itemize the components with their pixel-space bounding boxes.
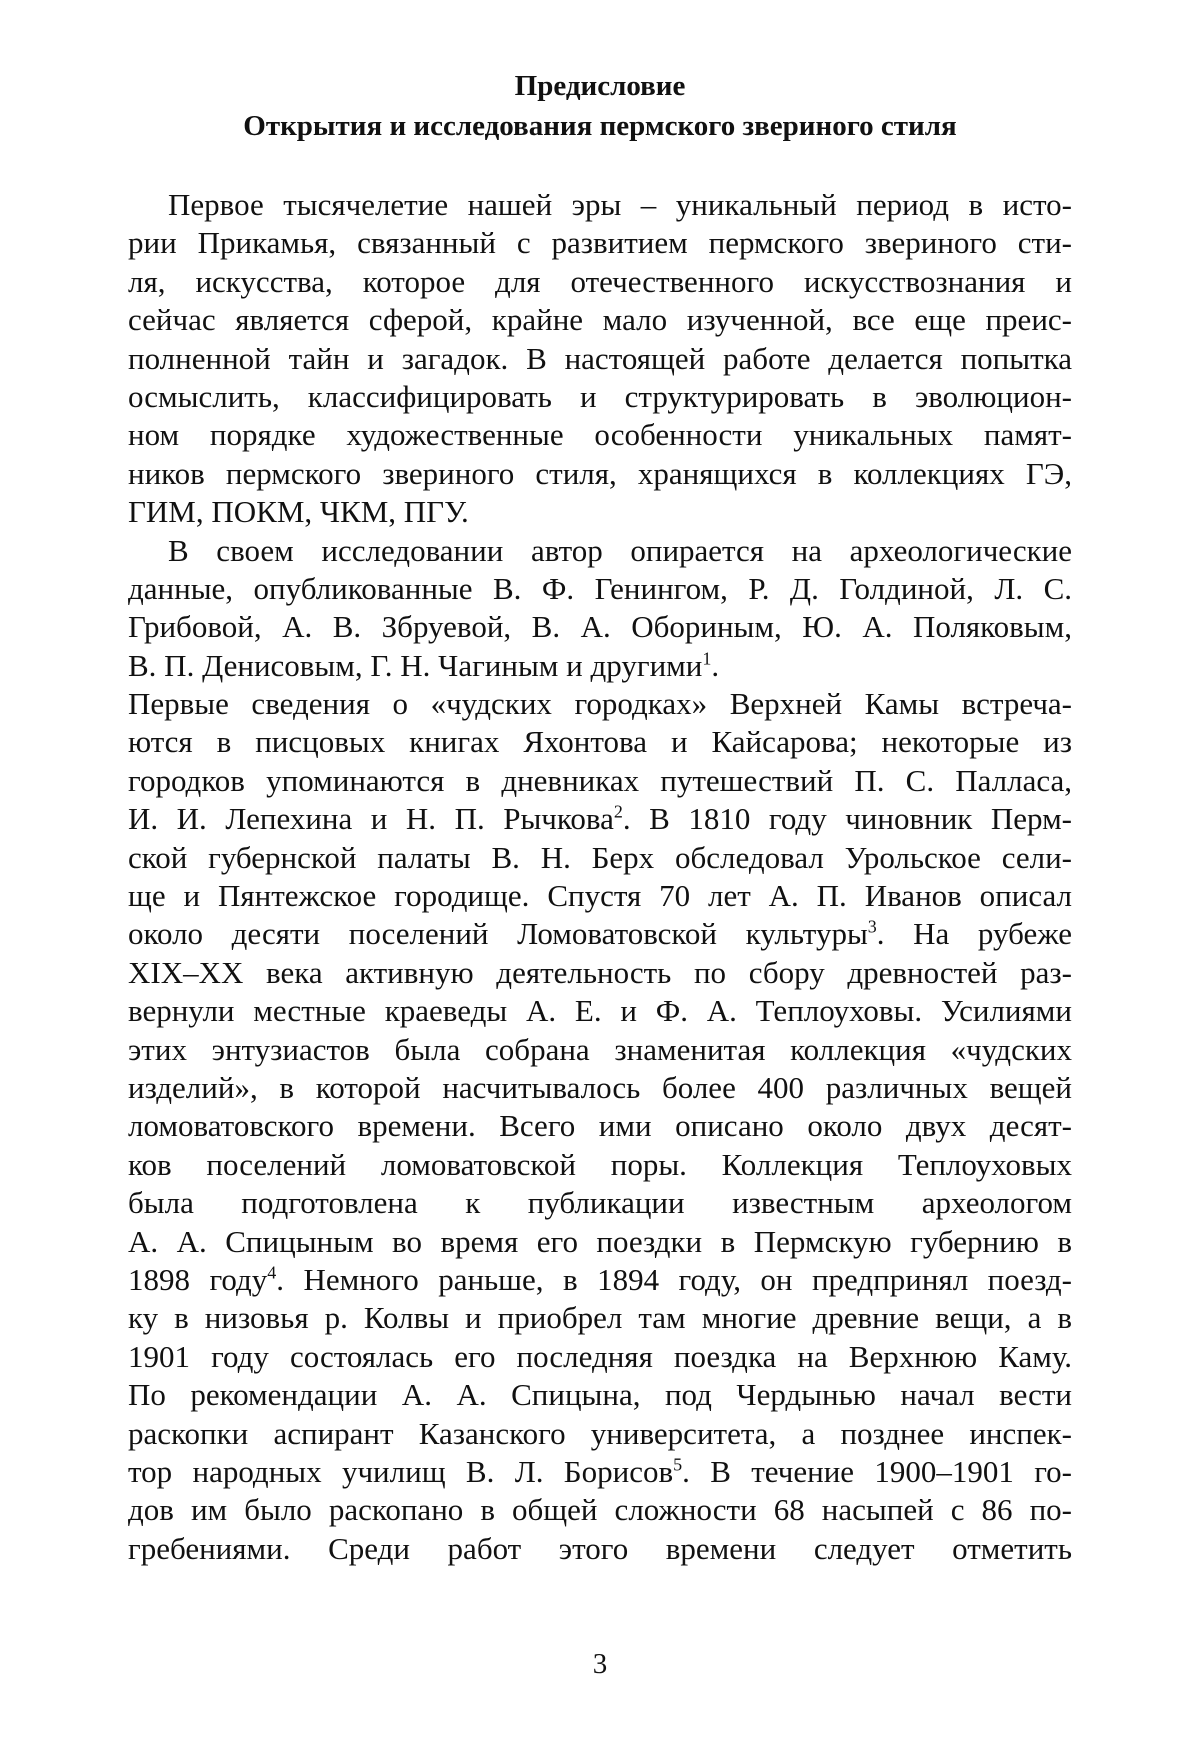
line-text: этих энтузиастов была собрана знаменитая коллекция «чудских xyxy=(128,1031,1072,1067)
line-text: рии Прикамья, связанный с развитием пермского звериного сти- xyxy=(128,225,1072,261)
text-line xyxy=(128,1530,1072,1568)
text-line xyxy=(128,570,1072,608)
line-text: И. И. Лепехина и Н. П. Рычкова xyxy=(128,801,614,837)
text-line xyxy=(128,992,1072,1030)
text-line xyxy=(128,1261,1072,1299)
text-line xyxy=(128,762,1072,800)
line-text: раскопки аспирант Казанского университета, а позднее инспек- xyxy=(128,1415,1072,1451)
text-line xyxy=(128,1031,1072,1069)
line-text: 1898 году xyxy=(128,1261,268,1297)
line-text: около десяти поселений Ломоватовской культуры xyxy=(128,916,868,952)
text-line xyxy=(128,532,1072,570)
text-line xyxy=(128,340,1072,378)
line-text: ном порядке художественные особенности уникальных памят- xyxy=(128,417,1072,453)
line-text-continued: . В 1810 году чиновник Перм- xyxy=(622,801,1073,837)
text-line xyxy=(128,608,1072,646)
body-text xyxy=(128,186,1072,1568)
line-text: В своем исследовании автор опирается на археологические xyxy=(168,532,1072,568)
footnote-marker: 5 xyxy=(673,1454,683,1475)
line-text: изделий», в которой насчитывалось более 400 различных вещей xyxy=(128,1069,1072,1105)
text-line xyxy=(128,301,1072,339)
text-line xyxy=(128,685,1072,723)
text-line xyxy=(128,1184,1072,1222)
text-line xyxy=(128,263,1072,301)
line-text: Первые сведения о «чудских городках» Верхней Камы встреча- xyxy=(128,686,1072,722)
text-line xyxy=(128,1453,1072,1491)
line-text: Грибовой, А. В. Збруевой, В. А. Обориным, Ю. А. Поляковым, xyxy=(128,609,1072,645)
line-text: ются в писцовых книгах Яхонтова и Кайсарова; некоторые из xyxy=(128,724,1072,760)
text-line xyxy=(128,1146,1072,1184)
line-text: дов им было раскопано в общей сложности 68 насыпей с 86 по- xyxy=(128,1492,1072,1528)
text-line xyxy=(128,224,1072,262)
text-line xyxy=(128,915,1072,953)
line-text: осмыслить, классифицировать и структурировать в эволюцион- xyxy=(128,378,1072,414)
text-line xyxy=(128,378,1072,416)
line-text-continued: . xyxy=(711,647,720,683)
text-line xyxy=(128,1376,1072,1414)
line-text: полненной тайн и загадок. В настоящей работе делается попытка xyxy=(128,340,1072,376)
line-text: 1901 году состоялась его последняя поездка на Верхнюю Каму. xyxy=(128,1338,1072,1374)
line-text-continued: . На рубеже xyxy=(876,916,1072,952)
line-text: ку в низовья р. Колвы и приобрел там многие древние вещи, а в xyxy=(128,1300,1072,1336)
line-text: была подготовлена к публикации известным археологом xyxy=(128,1185,1072,1221)
footnote-marker: 1 xyxy=(702,648,712,669)
text-line xyxy=(128,1107,1072,1145)
line-text: ля, искусства, которое для отечественного искусствознания и xyxy=(128,263,1072,299)
line-text: ще и Пянтежское городище. Спустя 70 лет А. П. Иванов описал xyxy=(128,878,1072,914)
line-text: В. П. Денисовым, Г. Н. Чагиным и другими xyxy=(128,647,703,683)
text-line xyxy=(128,1069,1072,1107)
text-line xyxy=(128,877,1072,915)
text-line xyxy=(128,1299,1072,1337)
text-line xyxy=(128,186,1072,224)
chapter-heading xyxy=(128,66,1072,146)
line-text: ломоватовского времени. Всего ими описано около двух десят- xyxy=(128,1108,1072,1144)
line-text: сейчас является сферой, крайне мало изученной, все еще преис- xyxy=(128,302,1072,338)
line-text: вернули местные краеведы А. Е. и Ф. А. Теплоуховы. Усилиями xyxy=(128,993,1072,1029)
text-line xyxy=(128,1223,1072,1261)
text-line xyxy=(128,493,1072,531)
chapter-subtitle: Открытия и исследования пермского звериного стиля xyxy=(243,110,957,142)
line-text: гребениями. Среди работ этого времени следует отметить xyxy=(128,1530,1072,1566)
text-line xyxy=(128,455,1072,493)
line-text-continued: . В течение 1900–1901 го- xyxy=(682,1453,1072,1489)
line-text: ской губернской палаты В. Н. Берх обследовал Урольское сели- xyxy=(128,839,1072,875)
chapter-title: Предисловие xyxy=(514,70,686,102)
line-text: Первое тысячелетие нашей эры – уникальный период в исто- xyxy=(168,187,1072,222)
footnote-marker: 3 xyxy=(867,917,877,938)
footnote-marker: 2 xyxy=(613,801,623,822)
text-line xyxy=(128,1415,1072,1453)
line-text: ков поселений ломоватовской поры. Коллекция Теплоуховых xyxy=(128,1146,1072,1182)
line-text: городков упоминаются в дневниках путешествий П. С. Палласа, xyxy=(128,762,1072,798)
line-text: данные, опубликованные В. Ф. Генингом, Р. Д. Голдиной, Л. С. xyxy=(128,570,1072,606)
text-line xyxy=(128,1491,1072,1529)
line-text: ников пермского звериного стиля, хранящихся в коллекциях ГЭ, xyxy=(128,455,1072,491)
line-text: тор народных училищ В. Л. Борисов xyxy=(128,1453,674,1489)
line-text: ГИМ, ПОКМ, ЧКМ, ПГУ. xyxy=(128,494,469,530)
line-text: А. А. Спицыным во время его поездки в Пермскую губернию в xyxy=(128,1223,1072,1259)
line-text: XIX–XX века активную деятельность по сбору древностей раз- xyxy=(128,954,1072,990)
line-text: По рекомендации А. А. Спицына, под Чердынью начал вести xyxy=(128,1377,1072,1413)
text-line xyxy=(128,647,1072,685)
text-line xyxy=(128,800,1072,838)
text-line xyxy=(128,416,1072,454)
text-line xyxy=(128,723,1072,761)
line-text-continued: . Немного раньше, в 1894 году, он предпринял поезд- xyxy=(276,1261,1072,1297)
text-line xyxy=(128,954,1072,992)
footnote-marker: 4 xyxy=(267,1262,277,1283)
text-line xyxy=(128,1338,1072,1376)
page-number: 3 xyxy=(592,1648,608,1680)
text-line xyxy=(128,839,1072,877)
